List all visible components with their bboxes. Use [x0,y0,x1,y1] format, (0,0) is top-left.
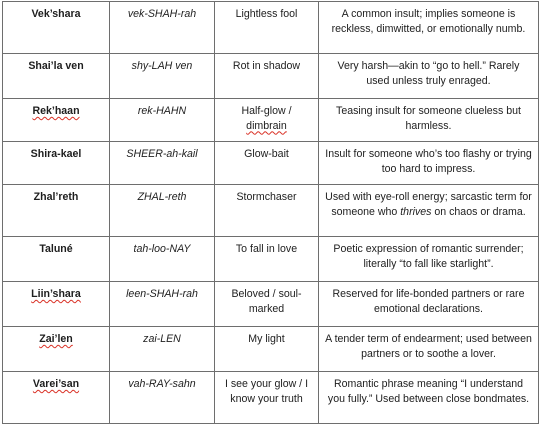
spellcheck-flagged-text: Zai’len [39,333,73,345]
table-row [3,2,539,54]
pronunciation-cell: ZHAL-reth [110,185,215,237]
notes-text: Used with eye-roll energy; sarcastic term for someone who [325,191,532,218]
pronunciation-cell: SHEER-ah-kail [110,142,215,185]
table-row [3,327,539,372]
emphasized-word: thrives [400,205,432,218]
spellcheck-flagged-text: Varei’san [32,378,80,390]
meaning-cell: Lightless fool [215,2,319,54]
meaning-text: Half-glow / [241,105,292,117]
notes-text: on chaos or drama. [431,205,526,218]
pronunciation-cell: leen-SHAH-rah [110,282,215,327]
term-cell: Zhal’reth [3,185,110,237]
spellcheck-flagged-text: Liin’shara [31,288,81,300]
spellcheck-flagged-text: Rek’haan [32,105,80,117]
notes-cell: Poetic expression of romantic surrender; literally “to fall like starlight”. [319,237,539,282]
notes-cell: Romantic phrase meaning “I understand you fully.” Used between close bondmates. [319,372,539,424]
meaning-cell: My light [215,327,319,372]
term-cell [3,372,110,424]
term-cell: Vek’shara [3,2,110,54]
table-row [3,99,539,142]
meaning-cell: To fall in love [215,237,319,282]
meaning-cell [215,99,319,142]
term-cell: Shai’la ven [3,54,110,99]
meaning-cell: Beloved / soul-marked [215,282,319,327]
notes-cell: Very harsh—akin to “go to hell.” Rarely used unless truly enraged. [319,54,539,99]
meaning-cell: I see your glow / I know your truth [215,372,319,424]
term-cell [3,99,110,142]
table-row [3,237,539,282]
meaning-cell: Rot in shadow [215,54,319,99]
term-cell: Shira-kael [3,142,110,185]
notes-cell: Teasing insult for someone clueless but harmless. [319,99,539,142]
notes-cell: Insult for someone who’s too flashy or trying too hard to impress. [319,142,539,185]
table-row [3,282,539,327]
notes-cell [319,185,539,237]
pronunciation-cell: vek-SHAH-rah [110,2,215,54]
table-row [3,54,539,99]
meaning-cell: Stormchaser [215,185,319,237]
spellcheck-flagged-text: dimbrain [246,119,287,132]
glossary-table [2,1,539,424]
pronunciation-cell: tah-loo-NAY [110,237,215,282]
notes-cell: A tender term of endearment; used between partners or to soothe a lover. [319,327,539,372]
notes-cell: Reserved for life-bonded partners or rare emotional declarations. [319,282,539,327]
pronunciation-cell: vah-RAY-sahn [110,372,215,424]
table-row [3,372,539,424]
term-cell: Taluné [3,237,110,282]
pronunciation-cell: zai-LEN [110,327,215,372]
notes-cell: A common insult; implies someone is reckless, dimwitted, or emotionally numb. [319,2,539,54]
table-row [3,185,539,237]
pronunciation-cell: rek-HAHN [110,99,215,142]
meaning-cell: Glow-bait [215,142,319,185]
table-row [3,142,539,185]
term-cell [3,282,110,327]
term-cell [3,327,110,372]
pronunciation-cell: shy-LAH ven [110,54,215,99]
